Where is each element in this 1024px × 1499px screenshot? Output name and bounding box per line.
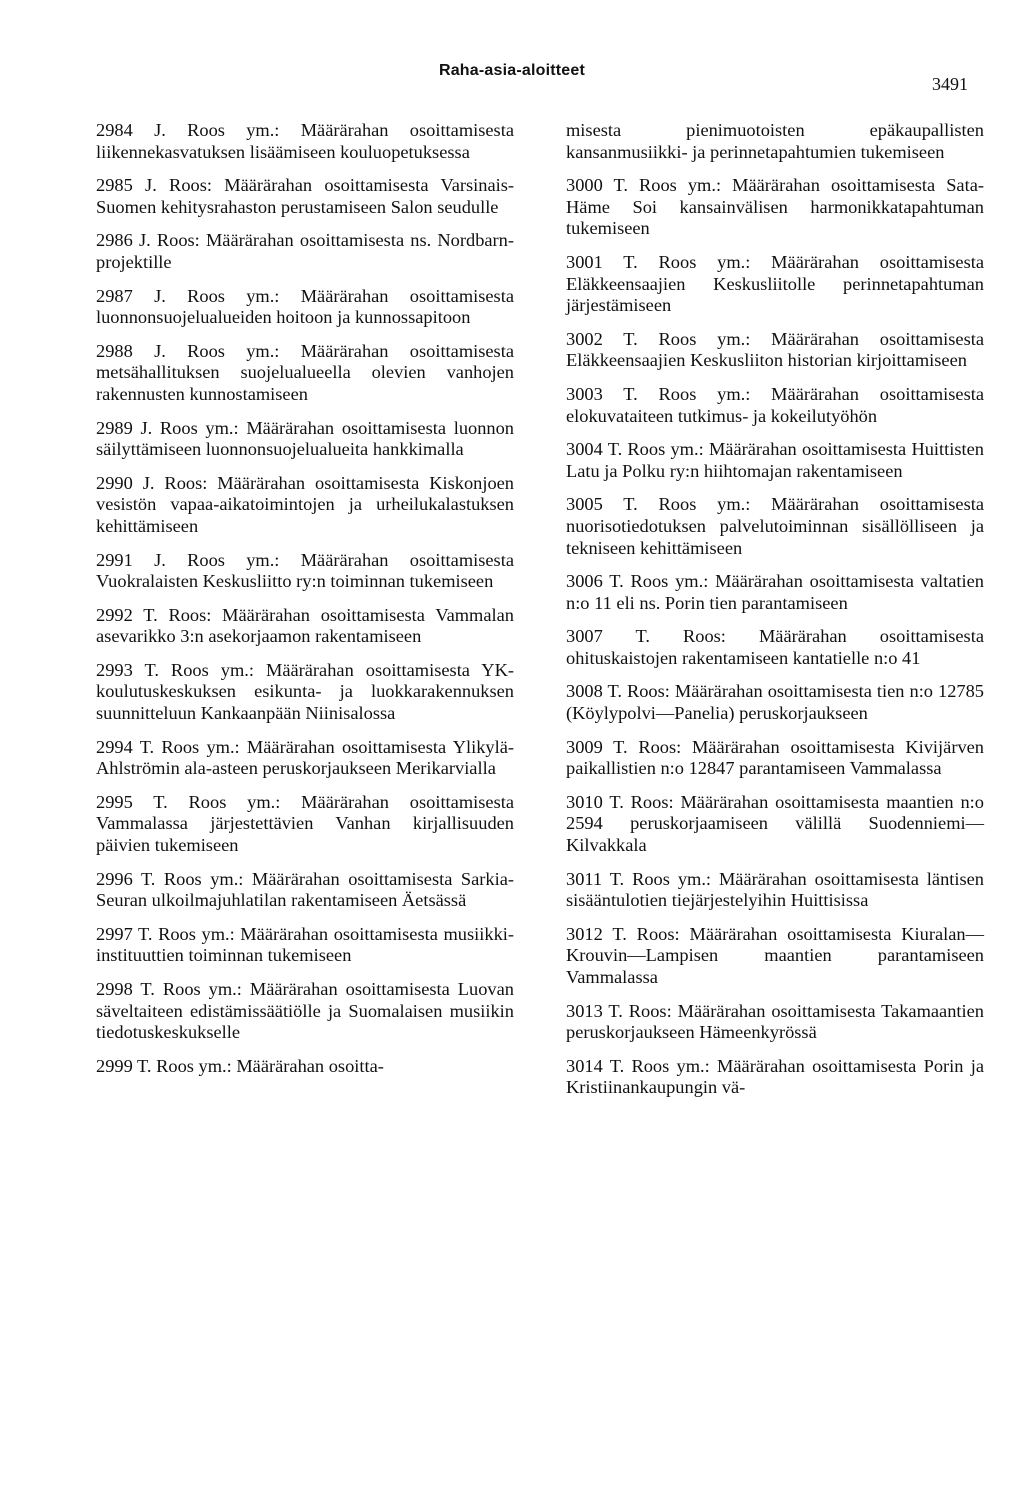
entry-2999: 2999 T. Roos ym.: Määrärahan osoitta-	[96, 1055, 384, 1076]
entry-2985: 2985 J. Roos: Määrärahan osoittamisesta Varsinais-Suomen kehitysrahaston perustamiseen Salon seudulle	[96, 175, 514, 217]
entry-3006: 3006 T. Roos ym.: Määrärahan osoittamisesta valtatien n:o 11 eli ns. Porin tien parantamiseen	[566, 571, 984, 613]
entry-3007: 3007 T. Roos: Määrärahan osoittamisesta ohituskaistojen rakentamiseen kantatielle n:o 41	[566, 626, 984, 668]
page-number: 3491	[932, 74, 968, 94]
entry-3010: 3010 T. Roos: Määrärahan osoittamisesta maantien n:o 2594 peruskorjaamiseen välillä Suodenniemi—Kilvakkala	[566, 791, 984, 856]
entry-2995: 2995 T. Roos ym.: Määrärahan osoittamisesta Vammalassa järjestettävien Vanhan kirjallisuuden päivien tukemiseen	[96, 791, 514, 856]
entry-3005: 3005 T. Roos ym.: Määrärahan osoittamisesta nuorisotiedotuksen palvelutoiminnan sisällölliseen ja tekniseen kehittämiseen	[566, 494, 984, 558]
entry-3004: 3004 T. Roos ym.: Määrärahan osoittamisesta Huittisten Latu ja Polku ry:n hiihtomajan rakentamiseen	[566, 439, 984, 481]
entry-2992: 2992 T. Roos: Määrärahan osoittamisesta Vammalan asevarikko 3:n asekorjaamon rakentamiseen	[96, 604, 514, 647]
entry-2987: 2987 J. Roos ym.: Määrärahan osoittamisesta luonnonsuojelualueiden hoitoon ja kunnossapitoon	[96, 285, 514, 328]
entry-2989: 2989 J. Roos ym.: Määrärahan osoittamisesta luonnon säilyttämiseen luonnonsuojelualueita hankkimalla	[96, 417, 514, 460]
entry-3014: 3014 T. Roos ym.: Määrärahan osoittamisesta Porin ja Kristiinankaupungin vä-	[566, 1055, 984, 1098]
entry-3009: 3009 T. Roos: Määrärahan osoittamisesta Kivijärven paikallistien n:o 12847 parantamiseen Vammalassa	[566, 736, 984, 779]
entry-3003: 3003 T. Roos ym.: Määrärahan osoittamisesta elokuvataiteen tutkimus- ja kokeilutyöhön	[566, 383, 984, 426]
right-column	[566, 120, 984, 1111]
entry-2997: 2997 T. Roos ym.: Määrärahan osoittamisesta musiikki-instituuttien toiminnan tukemiseen	[96, 923, 514, 966]
entry-3008: 3008 T. Roos: Määrärahan osoittamisesta tien n:o 12785 (Köylypolvi—Panelia) peruskorjaukseen	[566, 681, 984, 724]
entry-2994: 2994 T. Roos ym.: Määrärahan osoittamisesta Ylikylä-Ahlströmin ala-asteen peruskorjaukseen Merikarvialla	[96, 736, 514, 779]
entry-3011: 3011 T. Roos ym.: Määrärahan osoittamisesta läntisen sisääntulotien tiejärjestelyihin Huittisissa	[566, 868, 984, 911]
entry-2991: 2991 J. Roos ym.: Määrärahan osoittamisesta Vuokralaisten Keskusliitto ry:n toiminnan tukemiseen	[96, 549, 514, 592]
entry-2986: 2986 J. Roos: Määrärahan osoittamisesta ns. Nordbarn-projektille	[96, 230, 514, 272]
entry-2990: 2990 J. Roos: Määrärahan osoittamisesta Kiskonjoen vesistön vapaa-aikatoimintojen ja urheilukalastuksen kehittämiseen	[96, 472, 514, 536]
entry-2998: 2998 T. Roos ym.: Määrärahan osoittamisesta Luovan säveltaiteen edistämissäätiölle ja Suomalaisen musiikin tiedotuskeskukselle	[96, 979, 514, 1043]
entry-2993: 2993 T. Roos ym.: Määrärahan osoittamisesta YK-koulutuskeskuksen esikunta- ja luokkarakennuksen suunnitteluun Kankaanpään Niinisalossa	[96, 659, 514, 724]
entry-2984: 2984 J. Roos ym.: Määrärahan osoittamisesta liikennekasvatuksen lisäämiseen kouluopetuksessa	[96, 120, 514, 162]
left-column	[96, 120, 514, 1089]
entry-2996: 2996 T. Roos ym.: Määrärahan osoittamisesta Sarkia-Seuran ulkoilmajuhlatilan rakentamiseen Äetsässä	[96, 868, 514, 911]
entry-3013: 3013 T. Roos: Määrärahan osoittamisesta Takamaantien peruskorjaukseen Hämeenkyrössä	[566, 1000, 984, 1043]
entry-3002: 3002 T. Roos ym.: Määrärahan osoittamisesta Eläkkeensaajien Keskusliiton historian kirjoittamiseen	[566, 328, 984, 371]
page-header-title: Raha-asia-aloitteet	[438, 62, 586, 79]
entry-3012: 3012 T. Roos: Määrärahan osoittamisesta Kiuralan—Krouvin—Lampisen maantien parantamiseen Vammalassa	[566, 923, 984, 987]
entry-3001: 3001 T. Roos ym.: Määrärahan osoittamisesta Eläkkeensaajien Keskusliitolle perinnetapahtuman järjestämiseen	[566, 251, 984, 316]
entry-2988: 2988 J. Roos ym.: Määrärahan osoittamisesta metsähallituksen suojelualueella olevien vanhojen rakennusten kunnostamiseen	[96, 340, 514, 404]
entry-3000: 3000 T. Roos ym.: Määrärahan osoittamisesta Sata-Häme Soi kansainvälisen harmonikkatapahtuman tukemiseen	[566, 175, 984, 239]
entry-2999-continued: misesta pienimuotoisten epäkaupallisten kansanmusiikki- ja perinnetapahtumien tukemiseen	[566, 120, 984, 162]
